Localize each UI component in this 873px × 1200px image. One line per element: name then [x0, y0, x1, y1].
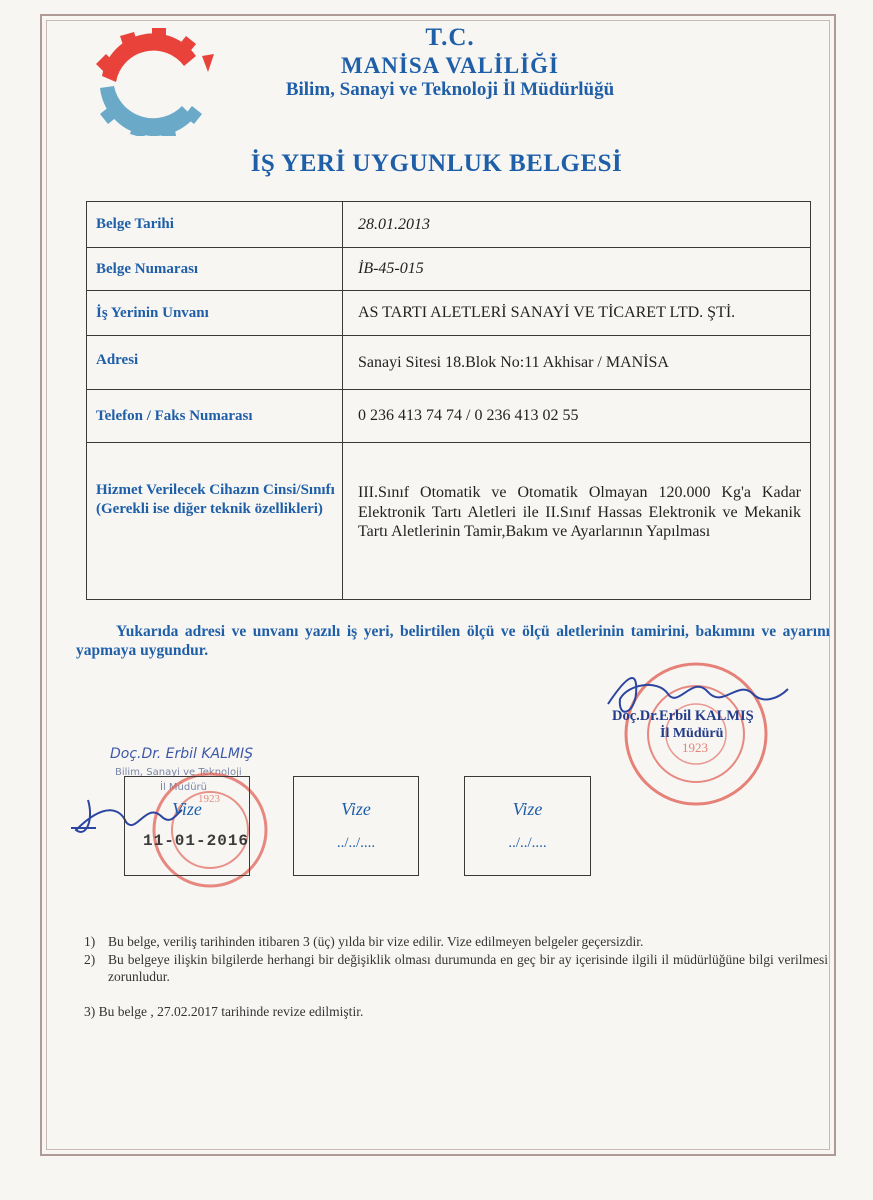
vize-date: ../../.... [508, 835, 547, 851]
director-name: Doç.Dr.Erbil KALMIŞ [612, 708, 754, 724]
note-text: Bu belgeye ilişkin bilgilerde herhangi bir değişiklik olması durumunda en geç bir ay içerisinde ilgili il müdürlüğüne bilgi verilmesi zorunludur. [108, 951, 828, 984]
table-row [87, 291, 811, 336]
header [220, 24, 680, 101]
revision-note: 3) Bu belge , 27.02.2017 tarihinde revize edilmiştir. [84, 1004, 364, 1019]
table-row [87, 390, 811, 443]
left-signature-name: Doç.Dr. Erbil KALMIŞ [110, 746, 254, 762]
row-label: Belge Tarihi [87, 202, 343, 248]
note-number: 2) [84, 951, 96, 967]
note-item [84, 952, 828, 986]
vize-date: ../../.... [336, 835, 376, 851]
table-row [87, 248, 811, 291]
header-tc: T.C. [425, 24, 475, 51]
left-signature-org: Bilim, Sanayi ve Teknoloji [115, 767, 242, 778]
note-number: 1) [84, 934, 96, 949]
row-value-title: AS TARTI ALETLERİ SANAYİ VE TİCARET LTD. ŞTİ. [343, 291, 811, 336]
row-label: İş Yerinin Unvanı [87, 291, 343, 336]
header-governorship: MANİSA VALİLİĞİ [340, 52, 560, 78]
conformity-statement: Yukarıda adresi ve unvanı yazılı iş yeri, belirtilen ölçü ve ölçü aletlerinin tamirini, bakımını ve ayarını yapmaya uygundur. [76, 623, 830, 660]
director-title: İl Müdürü [660, 726, 724, 741]
note-item [84, 934, 828, 951]
info-table [86, 201, 811, 600]
gear-logo-icon [88, 28, 220, 136]
row-value-date: 28.01.2013 [343, 202, 811, 248]
vize-label: Vize [172, 799, 202, 819]
vize-stamp-date: 11-01-2016 [143, 832, 250, 850]
row-value-service: III.Sınıf Otomatik ve Otomatik Olmayan 120.000 Kg'a Kadar Elektronik Tartı Aletleri ile II.Sınıf Hassas Elektronik ve Mekanik Tartı Aletlerinin Tamir,Bakım ve Ayarlarının Yapılması [343, 443, 811, 600]
table-row [87, 336, 811, 390]
row-label: Belge Numarası [87, 248, 343, 291]
vize-box-1 [124, 776, 250, 876]
header-directorate: Bilim, Sanayi ve Teknoloji İl Müdürlüğü [285, 79, 615, 101]
stamp-year: 1923 [682, 740, 708, 755]
table-row [87, 443, 811, 600]
note-text: Bu belge, veriliş tarihinden itibaren 3 (üç) yılda bir vize edilir. Vize edilmeyen belgeler geçersizdir. [108, 934, 644, 949]
row-value-phone: 0 236 413 74 74 / 0 236 413 02 55 [343, 390, 811, 443]
stamp-year: 1923 [198, 793, 220, 805]
vize-box-2 [293, 776, 419, 876]
notes-list [84, 934, 828, 987]
row-value-number: İB-45-015 [343, 248, 811, 291]
vize-label: Vize [341, 799, 371, 819]
row-label: Adresi [87, 336, 343, 390]
row-value-address: Sanayi Sitesi 18.Blok No:11 Akhisar / MANİSA [343, 336, 811, 390]
left-signature-position: İl Müdürü [160, 782, 208, 793]
row-label: Hizmet Verilecek Cihazın Cinsi/Sınıfı (Gerekli ise diğer teknik özellikleri) [87, 443, 343, 600]
vize-label: Vize [512, 799, 543, 819]
table-row [87, 202, 811, 248]
row-label: Telefon / Faks Numarası [87, 390, 343, 443]
vize-box-3 [464, 776, 591, 876]
document-title: İŞ YERİ UYGUNLUK BELGESİ [250, 150, 623, 177]
